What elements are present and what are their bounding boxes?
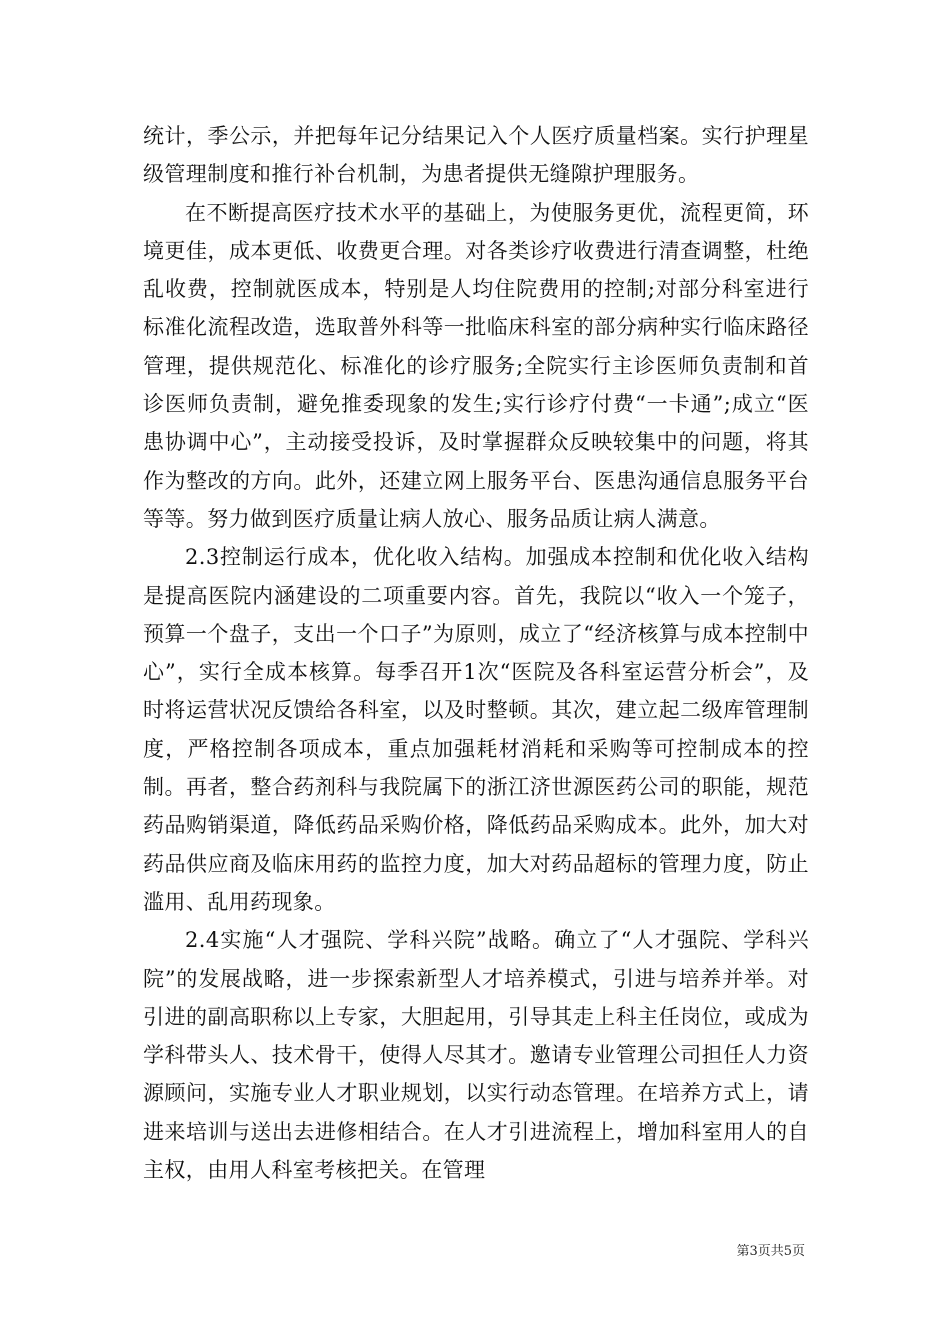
paragraph-3: 2.3控制运行成本，优化收入结构。加强成本控制和优化收入结构是提高医院内涵建设的二项重要内容。首先，我院以“收入一个笼子，预算一个盘子，支出一个口子”为原则，成立了“经济核算与成本控制中心”，实行全成本核算。每季召开1次“医院及各科室运营分析会”，及时将运营状况反馈给各科室，以及时整顿。其次，建立起二级库管理制度，严格控制各项成本，重点加强耗材消耗和采购等可控制成本的控制。再者，整合药剂科与我院属下的浙江济世源医药公司的职能，规范药品购销渠道，降低药品采购价格，降低药品采购成本。此外，加大对药品供应商及临床用药的监控力度，加大对药品超标的管理力度，防止滥用、乱用药现象。	[143, 545, 809, 914]
page-number: 第3页共5页	[736, 1244, 805, 1259]
paragraph-4: 2.4实施“人才强院、学科兴院”战略。确立了“人才强院、学科兴院”的发展战略，进一步探索新型人才培养模式，引进与培养并举。对引进的副高职称以上专家，大胆起用，引导其走上科主任岗位，或成为学科带头人、技术骨干，使得人尽其才。邀请专业管理公司担任人力资源顾问，实施专业人才职业规划，以实行动态管理。在培养方式上，请进来培训与送出去进修相结合。在人才引进流程上，增加科室用人的自主权，由用人科室考核把关。在管理	[143, 928, 809, 1183]
paragraph-1: 统计，季公示，并把每年记分结果记入个人医疗质量档案。实行护理星级管理制度和推行补台机制，为患者提供无缝隙护理服务。	[143, 124, 809, 187]
paragraph-2: 在不断提高医疗技术水平的基础上，为使服务更优，流程更简，环境更佳，成本更低、收费更合理。对各类诊疗收费进行清查调整，杜绝乱收费，控制就医成本，特别是人均住院费用的控制;对部分科室进行标准化流程改造，选取普外科等一批临床科室的部分病种实行临床路径管理，提供规范化、标准化的诊疗服务;全院实行主诊医师负责制和首诊医师负责制，避免推委现象的发生;实行诊疗付费“一卡通”;成立“医患协调中心”，主动接受投诉，及时掌握群众反映较集中的问题，将其作为整改的方向。此外，还建立网上服务平台、医患沟通信息服务平台等等。努力做到医疗质量让病人放心、服务品质让病人满意。	[143, 200, 809, 531]
body-text	[143, 117, 809, 1189]
